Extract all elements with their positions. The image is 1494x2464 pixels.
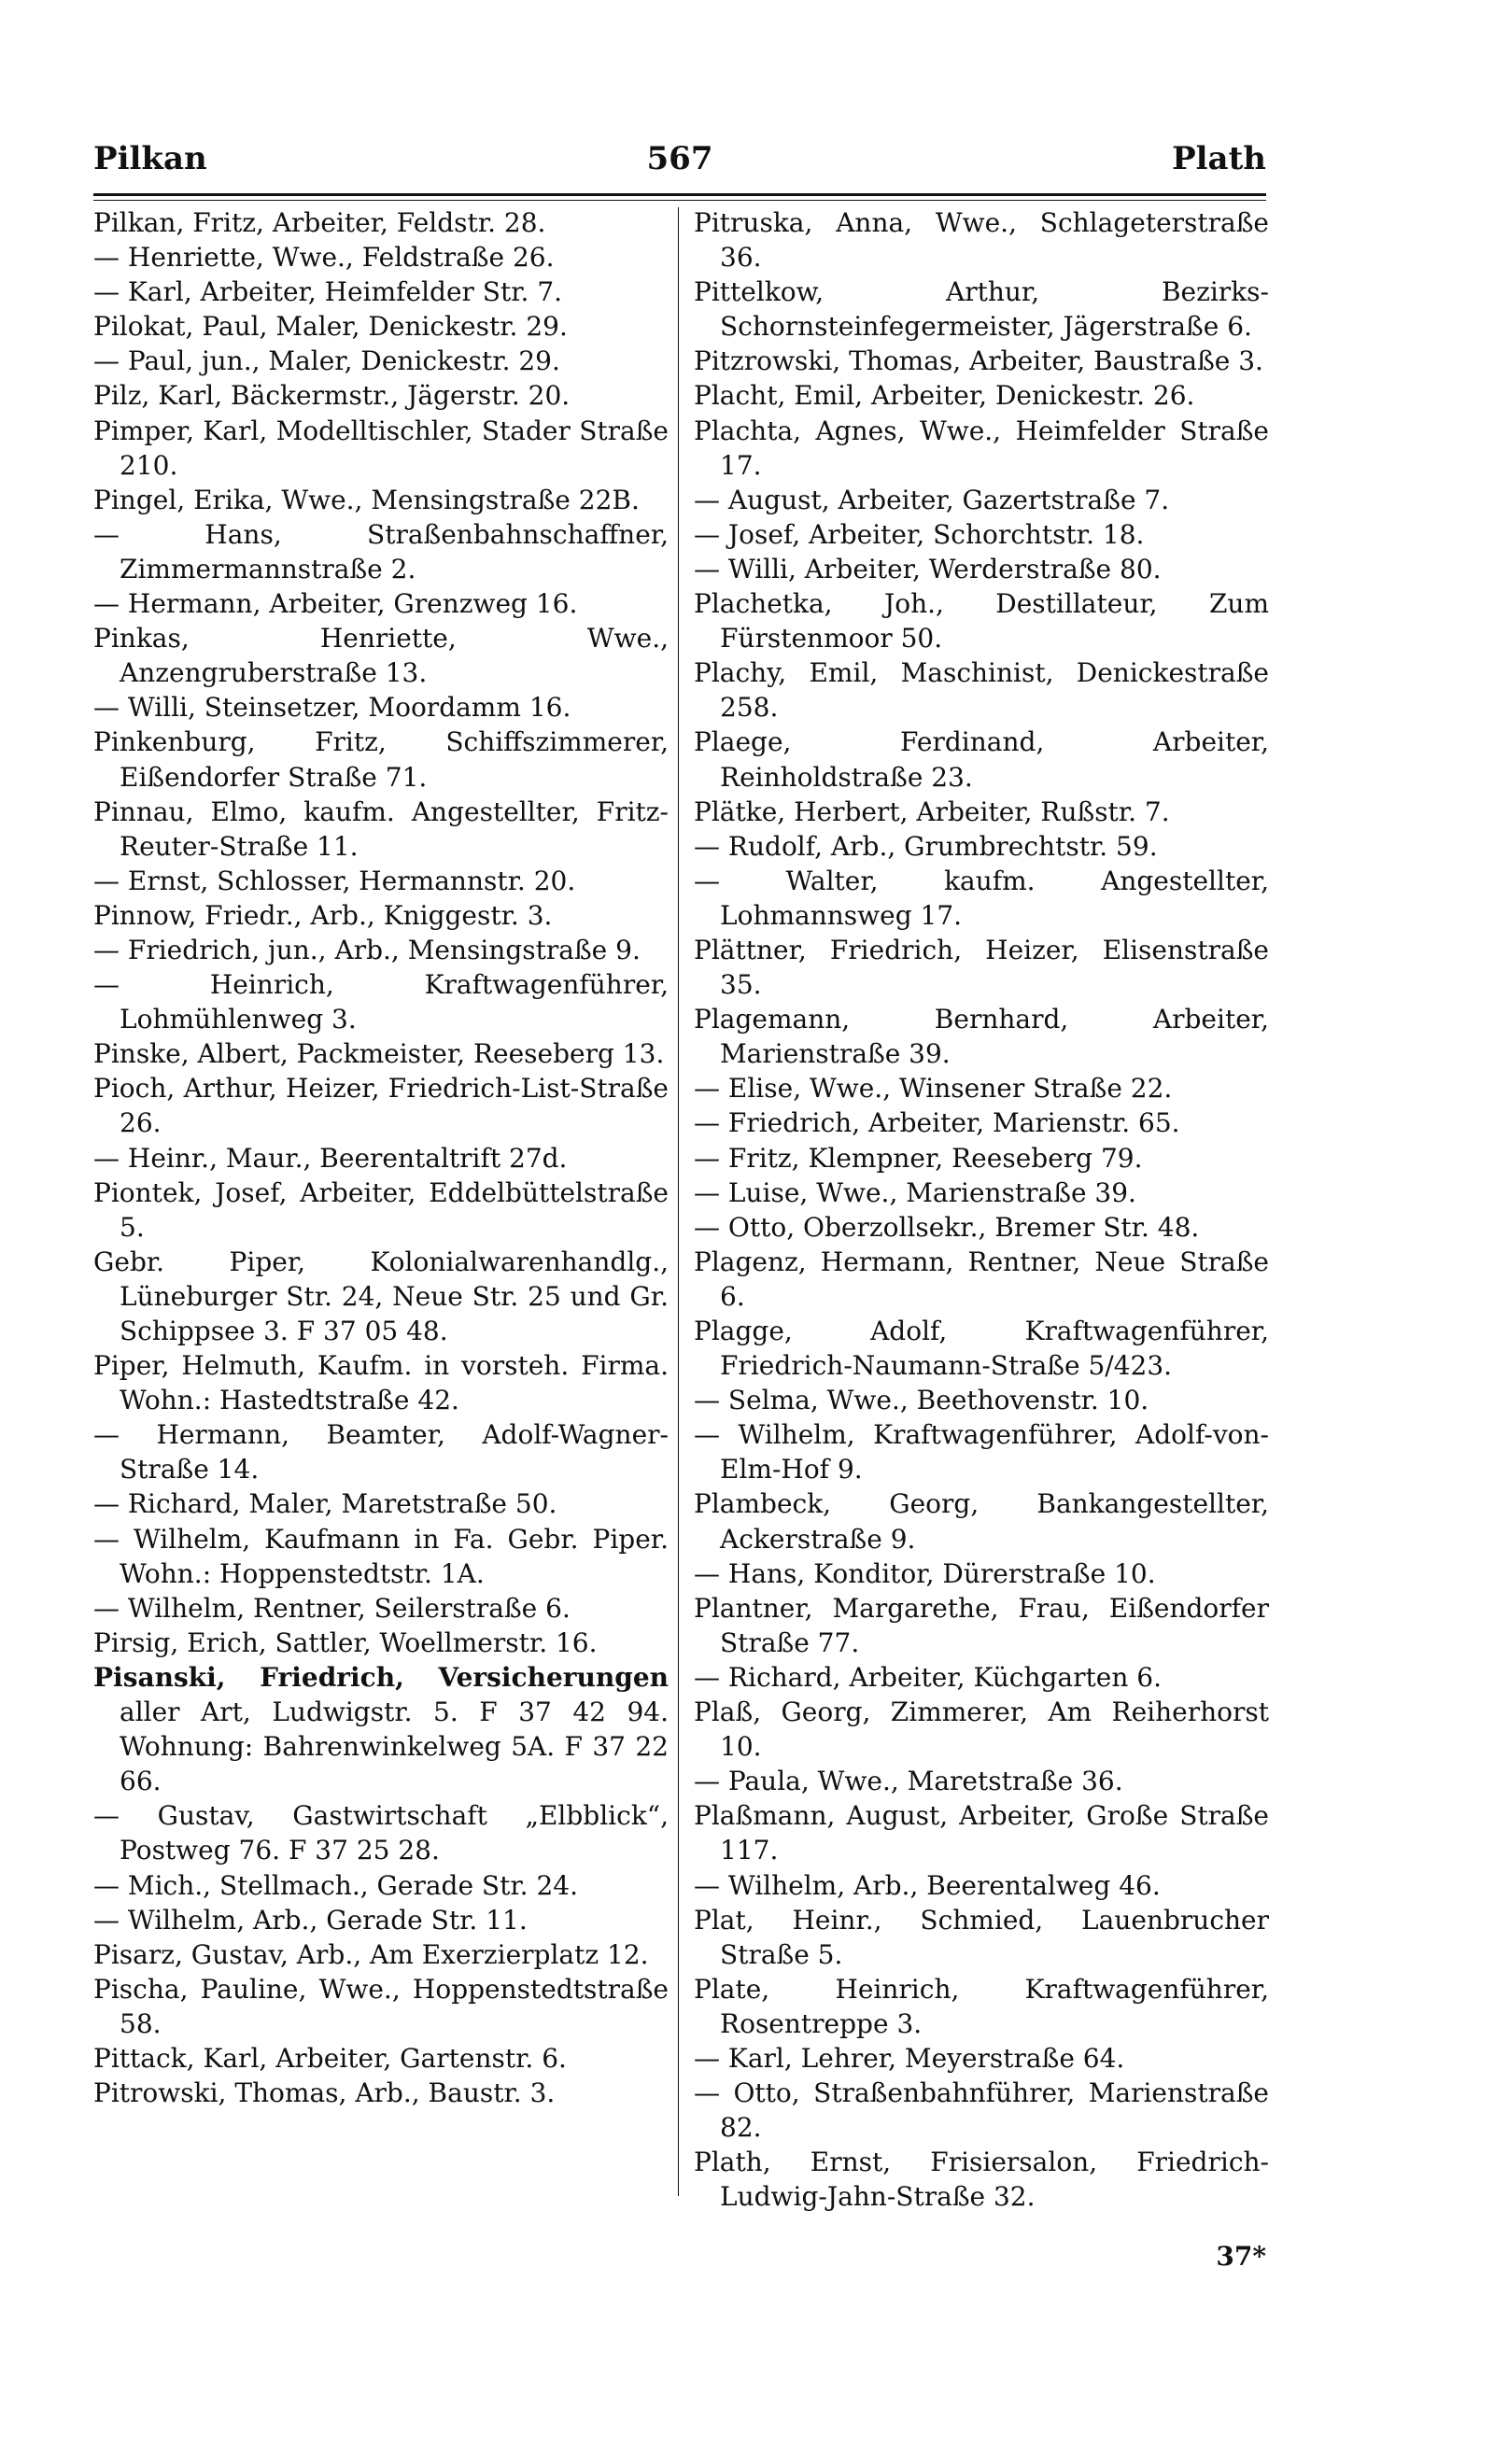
directory-entry: Pirsig, Erich, Sattler, Woellmerstr. 16. (93, 1626, 598, 1658)
directory-entry: Pilokat, Paul, Maler, Denickestr. 29. (93, 311, 568, 343)
directory-entry: Pinnow, Friedr., Arb., Kniggestr. 3. (93, 899, 553, 931)
directory-entry: Pinkenburg, Fritz, Schiffszimmerer, Eißendorfer Straße 71. (93, 726, 669, 793)
header-rule-thick (93, 193, 1266, 196)
directory-entry: — Wilhelm, Arb., Gerade Str. 11. (93, 1904, 528, 1936)
directory-entry: Pinnau, Elmo, kaufm. Angestellter, Fritz-Reuter-Straße 11. (93, 796, 669, 862)
directory-entry: — Heinrich, Kraftwagenführer, Lohmühlenweg 3. (93, 969, 669, 1035)
directory-entry: — Karl, Arbeiter, Heimfelder Str. 7. (93, 276, 563, 308)
directory-entry: — Richard, Maler, Maretstraße 50. (93, 1488, 557, 1520)
directory-entry: — Heinr., Maur., Beerentaltrift 27d. (93, 1142, 568, 1174)
advert-text: aller Art, Ludwigstr. 5. F 37 42 94. Wohnung: Bahrenwinkelweg 5A. F 37 22 66. (120, 1697, 669, 1797)
directory-entry: Placht, Emil, Arbeiter, Denickestr. 26. (694, 380, 1195, 412)
directory-entry: Plagemann, Bernhard, Arbeiter, Marienstraße 39. (694, 1004, 1269, 1070)
directory-entry: — Elise, Wwe., Winsener Straße 22. (694, 1073, 1173, 1105)
directory-entry: Plachta, Agnes, Wwe., Heimfelder Straße 17. (694, 415, 1269, 481)
directory-entry: — Hans, Straßenbahnschaffner, Zimmermannstraße 2. (93, 518, 669, 584)
directory-entry: — Otto, Straßenbahnführer, Marienstraße 82. (694, 2077, 1269, 2144)
directory-entry: — Willi, Arbeiter, Werderstraße 80. (694, 553, 1162, 584)
page-header (93, 140, 1266, 187)
directory-entry: Plättner, Friedrich, Heizer, Elisenstraße 35. (694, 934, 1269, 1001)
directory-entry: — Paul, jun., Maler, Denickestr. 29. (93, 345, 560, 377)
directory-entry: Pimper, Karl, Modelltischler, Stader Straße 210. (93, 415, 669, 481)
directory-entry: Piontek, Josef, Arbeiter, Eddelbüttelstraße 5. (93, 1176, 669, 1243)
directory-entry: — Gustav, Gastwirtschaft „Elbblick“, Postweg 76. F 37 25 28. (93, 1800, 669, 1866)
directory-entry: — Friedrich, Arbeiter, Marienstr. 65. (694, 1107, 1180, 1139)
directory-entry: Piper, Helmuth, Kaufm. in vorsteh. Firma. Wohn.: Hastedtstraße 42. (93, 1350, 669, 1416)
directory-entry: Plath, Ernst, Frisiersalon, Friedrich-Ludwig-Jahn-Straße 32. (694, 2147, 1269, 2213)
directory-entry: — Ernst, Schlosser, Hermannstr. 20. (93, 865, 576, 896)
directory-entry: Pinkas, Henriette, Wwe., Anzengruberstraße 13. (93, 623, 669, 689)
right-column (694, 205, 1269, 2214)
directory-entry: Pingel, Erika, Wwe., Mensingstraße 22B. (93, 484, 640, 515)
directory-entry: Pioch, Arthur, Heizer, Friedrich-List-Straße 26. (93, 1073, 669, 1139)
directory-entry: Pitruska, Anna, Wwe., Schlageterstraße 36. (694, 207, 1269, 274)
directory-entry: — Hermann, Arbeiter, Grenzweg 16. (93, 588, 578, 620)
directory-entry: Pittelkow, Arthur, Bezirks-Schornsteinfegermeister, Jägerstraße 6. (694, 276, 1269, 343)
directory-entry: Pilz, Karl, Bäckermstr., Jägerstr. 20. (93, 380, 571, 412)
directory-entry: Plachetka, Joh., Destillateur, Zum Fürstenmoor 50. (694, 588, 1269, 655)
directory-entry: — Richard, Arbeiter, Küchgarten 6. (694, 1661, 1162, 1693)
sheet-signature: 37* (1216, 2241, 1266, 2272)
directory-entry: Pinske, Albert, Packmeister, Reeseberg 13. (93, 1038, 665, 1070)
left-column (93, 205, 669, 2110)
directory-entry: — Wilhelm, Rentner, Seilerstraße 6. (93, 1592, 571, 1624)
header-right-keyword: Plath (1172, 140, 1266, 177)
directory-entry: Plätke, Herbert, Arbeiter, Rußstr. 7. (694, 796, 1170, 827)
directory-entry: — Willi, Steinsetzer, Moordamm 16. (93, 692, 571, 724)
directory-entry-advert (93, 1660, 669, 1798)
directory-entry: — Luise, Wwe., Marienstraße 39. (694, 1176, 1136, 1208)
directory-entry: — Karl, Lehrer, Meyerstraße 64. (694, 2042, 1125, 2074)
directory-entry: — Selma, Wwe., Beethovenstr. 10. (694, 1385, 1149, 1416)
directory-entry: Plantner, Margarethe, Frau, Eißendorfer Straße 77. (694, 1592, 1269, 1658)
directory-entry: Plagenz, Hermann, Rentner, Neue Straße 6. (694, 1246, 1269, 1312)
directory-entry: Gebr. Piper, Kolonialwarenhandlg., Lüneburger Str. 24, Neue Str. 25 und Gr. Schippsee 3. F 37 05 48. (93, 1246, 669, 1346)
directory-entry: — Paula, Wwe., Maretstraße 36. (694, 1766, 1123, 1797)
directory-entry: — Wilhelm, Arb., Beerentalweg 46. (694, 1869, 1161, 1901)
directory-entry: Plaege, Ferdinand, Arbeiter, Reinholdstraße 23. (694, 726, 1269, 793)
directory-entry: Plaß, Georg, Zimmerer, Am Reiherhorst 10. (694, 1697, 1269, 1763)
directory-entry: Pitrowski, Thomas, Arb., Baustr. 3. (93, 2077, 556, 2109)
directory-entry: — Hermann, Beamter, Adolf-Wagner-Straße 14. (93, 1419, 669, 1485)
advert-name: Pisanski, Friedrich, Versicherungen (93, 1661, 669, 1693)
directory-entry: Pisarz, Gustav, Arb., Am Exerzierplatz 12. (93, 1938, 649, 1970)
directory-entry: — Walter, kaufm. Angestellter, Lohmannsweg 17. (694, 865, 1269, 931)
directory-entry: — Wilhelm, Kraftwagenführer, Adolf-von-Elm-Hof 9. (694, 1419, 1269, 1485)
directory-entry: Plat, Heinr., Schmied, Lauenbrucher Straße 5. (694, 1904, 1269, 1970)
directory-entry: Pilkan, Fritz, Arbeiter, Feldstr. 28. (93, 207, 546, 238)
directory-entry: Pischa, Pauline, Wwe., Hoppenstedtstraße 58. (93, 1973, 669, 2039)
directory-entry: — Mich., Stellmach., Gerade Str. 24. (93, 1869, 578, 1901)
directory-entry: Plagge, Adolf, Kraftwagenführer, Friedrich-Naumann-Straße 5/423. (694, 1316, 1269, 1382)
directory-entry: Pitzrowski, Thomas, Arbeiter, Baustraße 3. (694, 345, 1263, 377)
page-number: 567 (646, 140, 713, 177)
directory-entry: Plaßmann, August, Arbeiter, Große Straße 117. (694, 1800, 1269, 1866)
directory-entry: Plachy, Emil, Maschinist, Denickestraße 258. (694, 657, 1269, 724)
directory-entry: — Hans, Konditor, Dürerstraße 10. (694, 1557, 1156, 1589)
directory-entry: Pittack, Karl, Arbeiter, Gartenstr. 6. (93, 2042, 567, 2074)
column-divider (678, 207, 679, 2196)
directory-entry: — Friedrich, jun., Arb., Mensingstraße 9. (93, 934, 641, 965)
directory-entry: — August, Arbeiter, Gazertstraße 7. (694, 484, 1170, 515)
directory-entry: — Josef, Arbeiter, Schorchtstr. 18. (694, 518, 1145, 550)
directory-entry: — Henriette, Wwe., Feldstraße 26. (93, 242, 555, 274)
directory-entry: Plambeck, Georg, Bankangestellter, Ackerstraße 9. (694, 1488, 1269, 1555)
directory-entry: Plate, Heinrich, Kraftwagenführer, Rosentreppe 3. (694, 1973, 1269, 2039)
header-rule-thin (93, 200, 1266, 201)
directory-entry: — Wilhelm, Kaufmann in Fa. Gebr. Piper. Wohn.: Hoppenstedtstr. 1A. (93, 1523, 669, 1589)
directory-entry: — Fritz, Klempner, Reeseberg 79. (694, 1142, 1143, 1174)
directory-entry: — Otto, Oberzollsekr., Bremer Str. 48. (694, 1211, 1200, 1243)
directory-entry: — Rudolf, Arb., Grumbrechtstr. 59. (694, 830, 1158, 862)
header-left-keyword: Pilkan (93, 140, 207, 177)
